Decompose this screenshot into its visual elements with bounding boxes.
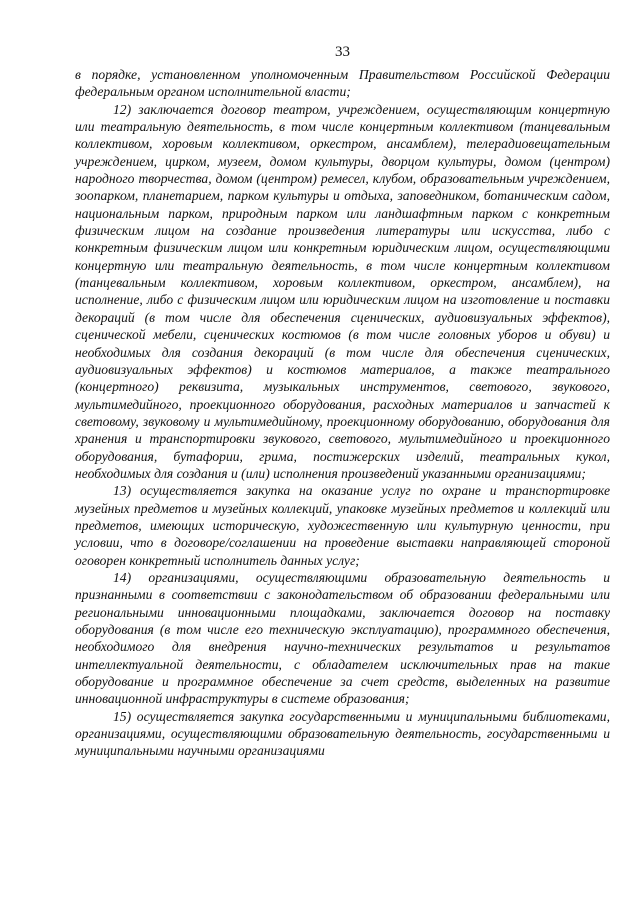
paragraph-item-13: 13) осуществляется закупка на оказание услуг по охране и транспортировке музейных предметов и музейных коллекций, упаковке музейных предметов и коллекций или предметов, имеющих историческую, художественную или культурную ценности, при условии, что в договоре/соглашении на проведение выставки направляющей стороной оговорен конкретный исполнитель данных услуг; <box>75 483 610 568</box>
document-body <box>75 66 610 760</box>
paragraph-item-15: 15) осуществляется закупка государственными и муниципальными библиотеками, организациями, осуществляющими образовательную деятельность, государственными и муниципальными научными организациями <box>75 708 610 759</box>
document-page <box>75 42 610 760</box>
page-number: 33 <box>335 44 350 60</box>
paragraph-continuation: в порядке, установленном уполномоченным Правительством Российской Федерации федеральным органом исполнительной власти; <box>75 67 610 100</box>
paragraph-item-14: 14) организациями, осуществляющими образовательную деятельность и признанными в соответствии с законодательством об образовании федеральными или региональными инновационными площадками, заключается договор на поставку оборудования (в том числе его техническую эксплуатацию), программного обеспечения, необходимого для внедрения научно-технических результатов и результатов интеллектуальной деятельности, с обладателем исключительных прав на такие оборудование и программное обеспечение за счет средств, выделенных на развитие инновационной инфраструктуры в системе образования; <box>75 569 610 707</box>
paragraph-item-12: 12) заключается договор театром, учреждением, осуществляющим концертную или театральную деятельность, в том числе концертным коллективом (танцевальным коллективом, хоровым коллективом, оркестром, ансамблем), телерадиовещательным учреждением, цирком, музеем, домом культуры, дворцом культуры, домом (центром) народного творчества, домом (центром) ремесел, клубом, образовательным учреждением, зоопарком, планетарием, парком культуры и отдыха, заповедником, ботаническим садом, национальным парком, природным парком или ландшафтным парком с конкретным физическим лицом на создание произведения литературы или искусства, либо с конкретным физическим лицом или конкретным юридическим лицом, осуществляющими концертную или театральную деятельность, в том числе концертным коллективом (танцевальным коллективом, хоровым коллективом, оркестром, ансамблем), на исполнение, либо с физическим лицом или юридическим лицом на изготовление и поставки декораций (в том числе для обеспечения сценических, аудиовизуальных эффектов), сценической мебели, сценических костюмов (в том числе головных уборов и обуви) и необходимых для создания декораций (в том числе для обеспечения сценических, аудиовизуальных эффектов) и костюмов материалов, а также театрального (концертного) реквизита, музыкальных инструментов, светового, звукового, мультимедийного, проекционного оборудования, расходных материалов и запчастей к световому, звуковому и мультимедийному, проекционному оборудованию, оборудования для хранения и транспортировки звукового, светового, мультимедийного и проекционного оборудования, бутафории, грима, постижерских изделий, театральных кукол, необходимых для создания и (или) исполнения произведений указанными организациями; <box>75 101 610 481</box>
